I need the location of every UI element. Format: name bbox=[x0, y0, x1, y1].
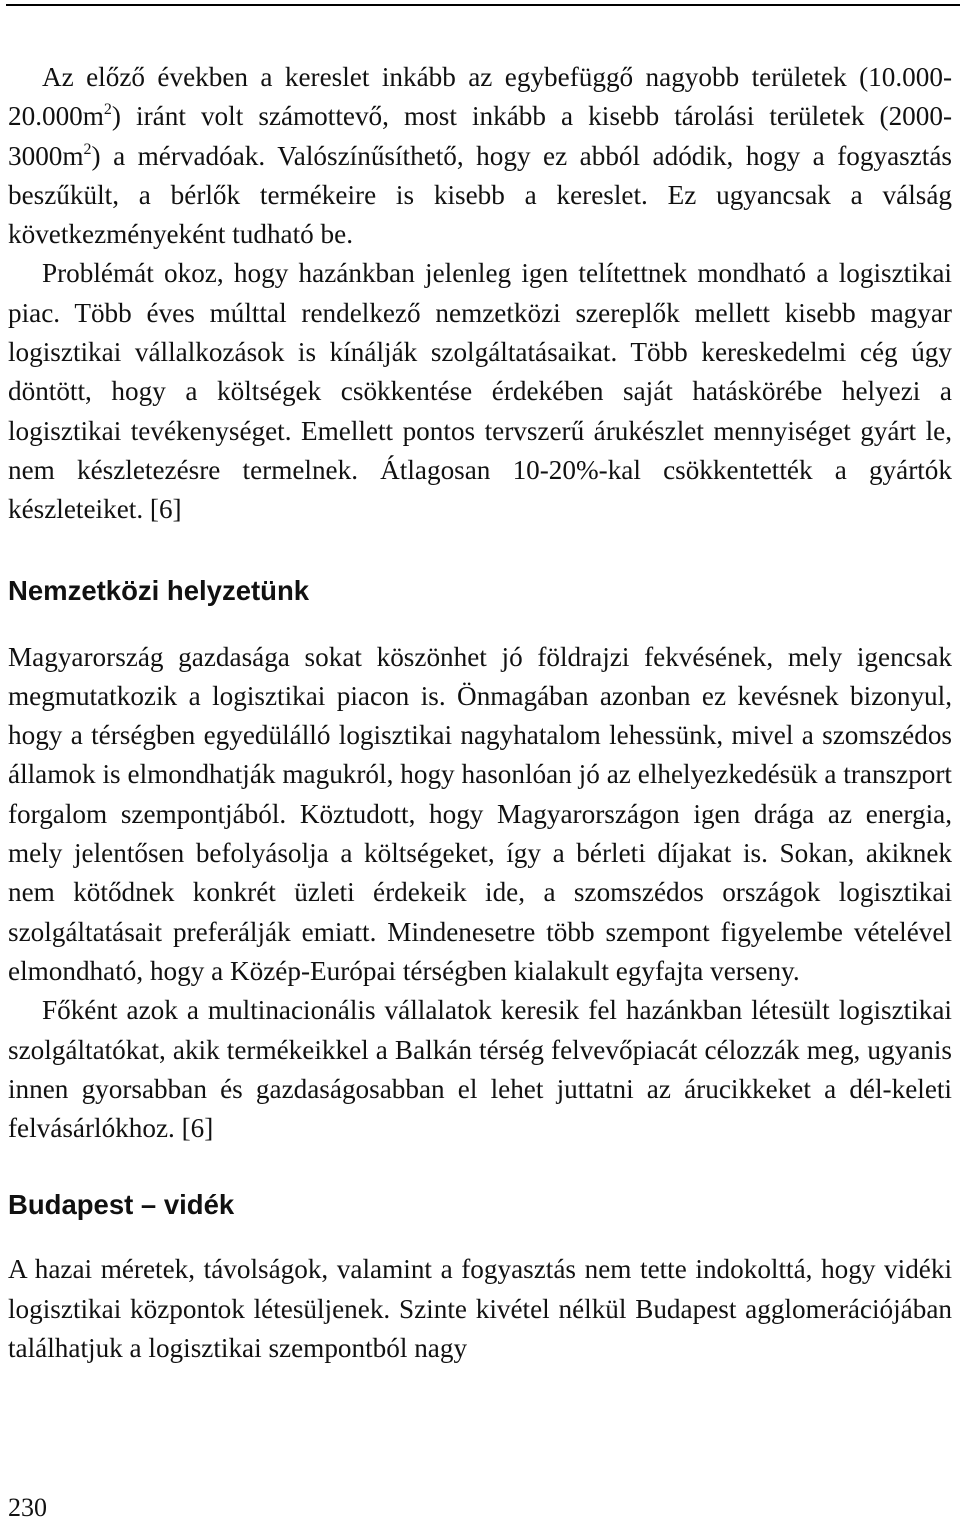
superscript: 2 bbox=[103, 101, 112, 119]
paragraph-multinationals: Főként azok a multinacionális vállalatok keresik fel hazánkban létesült logisztikai szolgáltatókat, akik termékeikkel a Balkán térség felvevőpiacát célozzák meg, ugyanis innen gyorsabban és gazdaságosabban el lehet juttatni az árucikkeket a dél-keleti felvásárlókhoz. [6] bbox=[8, 995, 952, 1144]
section-heading-budapest: Budapest – vidék bbox=[8, 1189, 235, 1221]
text-run: ) a mérvadóak. Valószínűsíthető, hogy ez abból adódik, hogy a fogyasztás beszűkült, a bérlők termékeire is kisebb a kereslet. Ez ugyancsak a válság következményeként tudható be. bbox=[8, 140, 952, 250]
text-run: Az előző években a kereslet inkább az egybefüggő nagyobb területek (10.000-20.000m bbox=[8, 62, 952, 132]
document-page bbox=[8, 58, 952, 1368]
page-number: 230 bbox=[8, 1493, 47, 1522]
text-run: ) iránt volt számottevő, most inkább a kisebb tárolási területek (2000-3000m bbox=[8, 101, 952, 171]
superscript: 2 bbox=[83, 140, 92, 158]
paragraph-saturated-market: Problémát okoz, hogy hazánkban jelenleg igen telítettnek mondható a logisztikai piac. Több éves múlttal rendelkező nemzetközi szereplők mellett kisebb magyar logisztikai vállalkozások is kínálják szolgáltatásaikat. Több kereskedelmi cég úgy döntött, hogy a költségek csökkentése érdekében saját hatáskörébe helyezi a logisztikai tevékenységet. Emellett pontos tervszerű árukészlet mennyiséget gyárt le, nem készletezésre termelnek. Átlagosan 10-20%-kal csökkentették a gyártók készleteiket. [6] bbox=[8, 258, 952, 525]
paragraph-market-demand bbox=[8, 58, 952, 254]
paragraph-geography: Magyarország gazdasága sokat köszönhet jó földrajzi fekvésének, mely igencsak megmutatkozik a logisztikai piacon is. Önmagában azonban ez kevésnek bizonyul, hogy a térségben egyedülálló logisztikai nagyhatalom lehessünk, mivel a szomszédos államok is elmondhatják magukról, hogy hasonlóan jó az elhelyezkedésük a transzport forgalom szempontjából. Köztudott, hogy Magyarországon igen drága az energia, mely jelentősen befolyásolja a költségeket, így a bérleti díjakat is. Sokan, akiknek nem kötődnek konkrét üzleti érdekeik ide, a szomszédos országok logisztikai szolgáltatásait preferálják emiatt. Mindenesetre több szempont figyelembe vételével elmondható, hogy a Közép-Európai térségben kialakult egyfajta verseny. bbox=[8, 641, 952, 986]
section-heading-international: Nemzetközi helyzetünk bbox=[8, 574, 310, 606]
paragraph-budapest: A hazai méretek, távolságok, valamint a fogyasztás nem tette indokolttá, hogy vidéki logisztikai központok létesüljenek. Szinte kivétel nélkül Budapest agglomerációjában találhatjuk a logisztikai szempontból nagy bbox=[8, 1254, 952, 1364]
top-rule bbox=[6, 4, 960, 6]
